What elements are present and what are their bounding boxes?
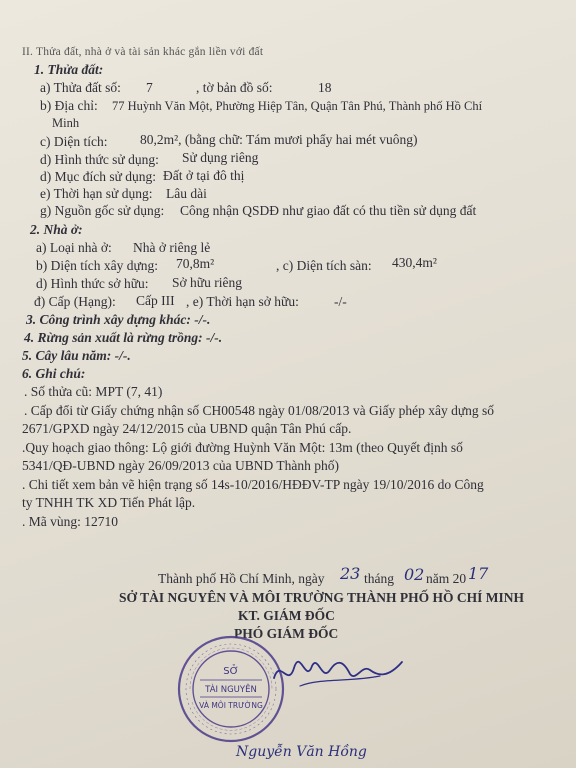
date-year-label: năm 20 (426, 571, 467, 586)
house-built-area-label: b) Diện tích xây dựng: (36, 258, 159, 273)
house-term-value: -/- (334, 294, 347, 309)
land-term-label: e) Thời hạn sử dụng: (40, 186, 153, 201)
land-address-value-cont: Minh (52, 116, 80, 130)
note-old-parcel: . Số thửa cũ: MPT (7, 41) (24, 384, 163, 399)
date-year: 17 (468, 564, 489, 583)
house-ownership-value: Sở hữu riêng (172, 275, 242, 290)
note-drawing-cont: ty TNHH TK XD Tiến Phát lập. (22, 495, 196, 510)
house-built-area-value: 70,8m² (176, 256, 215, 271)
land-use-form-value: Sử dụng riêng (182, 150, 259, 165)
land-sheet-label: , tờ bản đồ số: (196, 80, 273, 95)
land-term-value: Lâu dài (166, 186, 207, 201)
date-month: 02 (404, 565, 425, 584)
house-type-label: a) Loại nhà ở: (36, 240, 112, 255)
perennial-trees: 5. Cây lâu năm: -/-. (22, 348, 131, 363)
seal-text-bot: VÀ MÔI TRƯỜNG (199, 701, 263, 710)
note-reissue-cont: 2671/GPXD ngày 24/12/2015 của UBND quận Tân Phú cấp. (22, 421, 352, 436)
land-purpose-value: Đất ở tại đô thị (163, 168, 245, 183)
house-type-value: Nhà ở riêng lẻ (133, 240, 211, 255)
note-reissue: . Cấp đổi từ Giấy chứng nhận số CH00548 ngày 01/08/2013 và Giấy phép xây dựng số (24, 403, 495, 418)
house-ownership-label: d) Hình thức sở hữu: (36, 276, 149, 291)
land-heading: 1. Thửa đất: (34, 62, 104, 77)
signature-icon (270, 648, 410, 698)
house-term-label: , e) Thời hạn sở hữu: (186, 294, 299, 309)
house-floor-area-label: , c) Diện tích sàn: (276, 258, 372, 273)
kt-director: KT. GIÁM ĐỐC (238, 608, 335, 623)
note-planning-cont: 5341/QĐ-UBND ngày 26/09/2013 của UBND Thành phố) (22, 458, 339, 473)
house-grade-label: đ) Cấp (Hạng): (34, 294, 116, 309)
land-use-form-label: d) Hình thức sử dụng: (40, 152, 159, 167)
date-day: 23 (340, 564, 361, 583)
note-drawing: . Chi tiết xem bản vẽ hiện trạng số 14s-10/2016/HĐĐV-TP ngày 19/10/2016 do Công (22, 477, 484, 492)
signer-name: Nguyễn Văn Hồng (236, 744, 367, 760)
land-origin-label: g) Nguồn gốc sử dụng: (40, 203, 165, 218)
land-purpose-label: d) Mục đích sử dụng: (40, 169, 157, 184)
land-area-value: 80,2m², (bằng chữ: Tám mươi phẩy hai mét vuông) (140, 132, 418, 147)
seal-text-mid: TÀI NGUYÊN (205, 685, 257, 695)
land-address-value: 77 Huỳnh Văn Một, Phường Hiệp Tân, Quận Tân Phú, Thành phố Hồ Chí (112, 99, 483, 113)
land-parcel-label: a) Thửa đất số: (40, 80, 121, 95)
land-area-label: c) Diện tích: (40, 134, 108, 149)
other-works: 3. Công trình xây dựng khác: -/-. (26, 312, 211, 327)
place-date-prefix: Thành phố Hồ Chí Minh, ngày (158, 571, 325, 586)
date-month-label: tháng (364, 571, 394, 586)
house-grade-value: Cấp III (136, 293, 175, 308)
deputy-director: PHÓ GIÁM ĐỐC (234, 626, 339, 641)
planted-forest: 4. Rừng sản xuất là rừng trồng: -/-. (24, 330, 223, 345)
issuing-agency: SỞ TÀI NGUYÊN VÀ MÔI TRƯỜNG THÀNH PHỐ HỒ CHÍ MINH (119, 590, 525, 605)
land-sheet-value: 18 (318, 80, 332, 95)
house-heading: 2. Nhà ở: (30, 222, 83, 237)
seal-text-top: SỞ (223, 666, 239, 677)
land-address-label: b) Địa chỉ: (40, 98, 98, 113)
note-planning: .Quy hoạch giao thông: Lộ giới đường Huỳnh Văn Một: 13m (theo Quyết định số (22, 440, 463, 455)
note-area-code: . Mã vùng: 12710 (22, 514, 118, 529)
notes-heading: 6. Ghi chú: (22, 366, 86, 381)
house-floor-area-value: 430,4m² (392, 255, 437, 270)
land-parcel-value: 7 (146, 80, 153, 95)
land-origin-value: Công nhận QSDĐ như giao đất có thu tiền sử dụng đất (180, 203, 477, 218)
section-title: II. Thửa đất, nhà ở và tài sản khác gắn liền với đất (22, 46, 264, 58)
